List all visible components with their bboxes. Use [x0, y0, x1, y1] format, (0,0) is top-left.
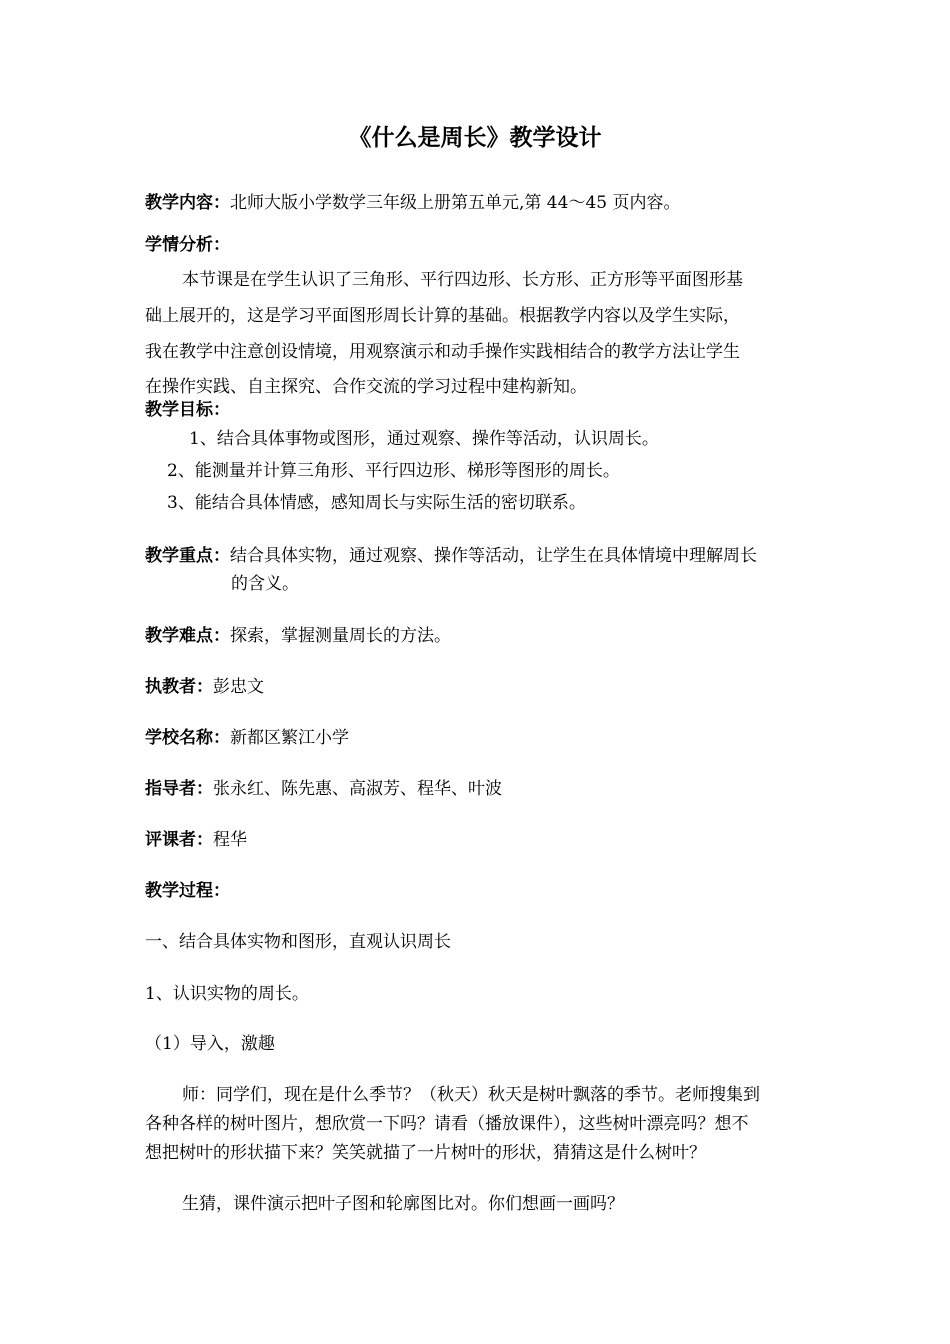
process-step-heading: （1）导入，激趣	[145, 1034, 275, 1054]
key-point-label: 教学重点：	[145, 546, 230, 566]
process-subheading: 1、认识实物的周长。	[145, 984, 309, 1004]
process-paragraph-line: 想把树叶的形状描下来？笑笑就描了一片树叶的形状，猜猜这是什么树叶？	[145, 1143, 706, 1163]
content-row	[145, 193, 680, 213]
process-paragraph-line: 生猜，课件演示把叶子图和轮廓图比对。你们想画一画吗？	[182, 1194, 624, 1214]
process-paragraph-line: 师：同学们，现在是什么季节？（秋天）秋天是树叶飘落的季节。老师搜集到	[182, 1085, 760, 1105]
school-label: 学校名称：	[145, 728, 230, 748]
analysis-line: 本节课是在学生认识了三角形、平行四边形、长方形、正方形等平面图形基	[182, 270, 743, 290]
advisors-names: 张永红、陈先惠、高淑芳、程华、叶波	[213, 779, 502, 799]
goals-label: 教学目标：	[145, 400, 230, 420]
difficulty-row	[145, 626, 451, 646]
analysis-line: 在操作实践、自主探究、合作交流的学习过程中建构新知。	[145, 377, 587, 397]
school-name: 新都区繁江小学	[230, 728, 349, 748]
document-title: 《什么是周长》教学设计	[348, 124, 602, 151]
teacher-label: 执教者：	[145, 677, 213, 697]
difficulty-text: 探索，掌握测量周长的方法。	[230, 626, 451, 646]
goal-item: 2、能测量并计算三角形、平行四边形、梯形等图形的周长。	[167, 461, 620, 481]
content-label: 教学内容：	[145, 193, 230, 213]
advisors-row	[145, 779, 502, 799]
key-point-continuation: 的含义。	[231, 574, 299, 594]
teacher-row	[145, 677, 264, 697]
goal-item: 1、结合具体事物或图形，通过观察、操作等活动，认识周长。	[189, 429, 659, 449]
process-paragraph-line: 各种各样的树叶图片，想欣赏一下吗？请看（播放课件），这些树叶漂亮吗？想不	[145, 1114, 749, 1134]
process-section-heading: 一、结合具体实物和图形，直观认识周长	[145, 932, 451, 952]
difficulty-label: 教学难点：	[145, 626, 230, 646]
process-label: 教学过程：	[145, 881, 230, 901]
reviewer-row	[145, 830, 247, 850]
goal-item: 3、能结合具体情感，感知周长与实际生活的密切联系。	[167, 493, 586, 513]
reviewer-label: 评课者：	[145, 830, 213, 850]
analysis-label: 学情分析：	[145, 235, 230, 255]
advisors-label: 指导者：	[145, 779, 213, 799]
analysis-line: 我在教学中注意创设情境，用观察演示和动手操作实践相结合的教学方法让学生	[145, 342, 740, 362]
key-point-text: 结合具体实物，通过观察、操作等活动，让学生在具体情境中理解周长	[230, 546, 757, 566]
key-point-row	[145, 546, 757, 566]
reviewer-name: 程华	[213, 830, 247, 850]
school-row	[145, 728, 349, 748]
teacher-name: 彭忠文	[213, 677, 264, 697]
analysis-line: 础上展开的，这是学习平面图形周长计算的基础。根据教学内容以及学生实际，	[145, 306, 740, 326]
content-text: 北师大版小学数学三年级上册第五单元,第 44～45 页内容。	[230, 193, 681, 213]
